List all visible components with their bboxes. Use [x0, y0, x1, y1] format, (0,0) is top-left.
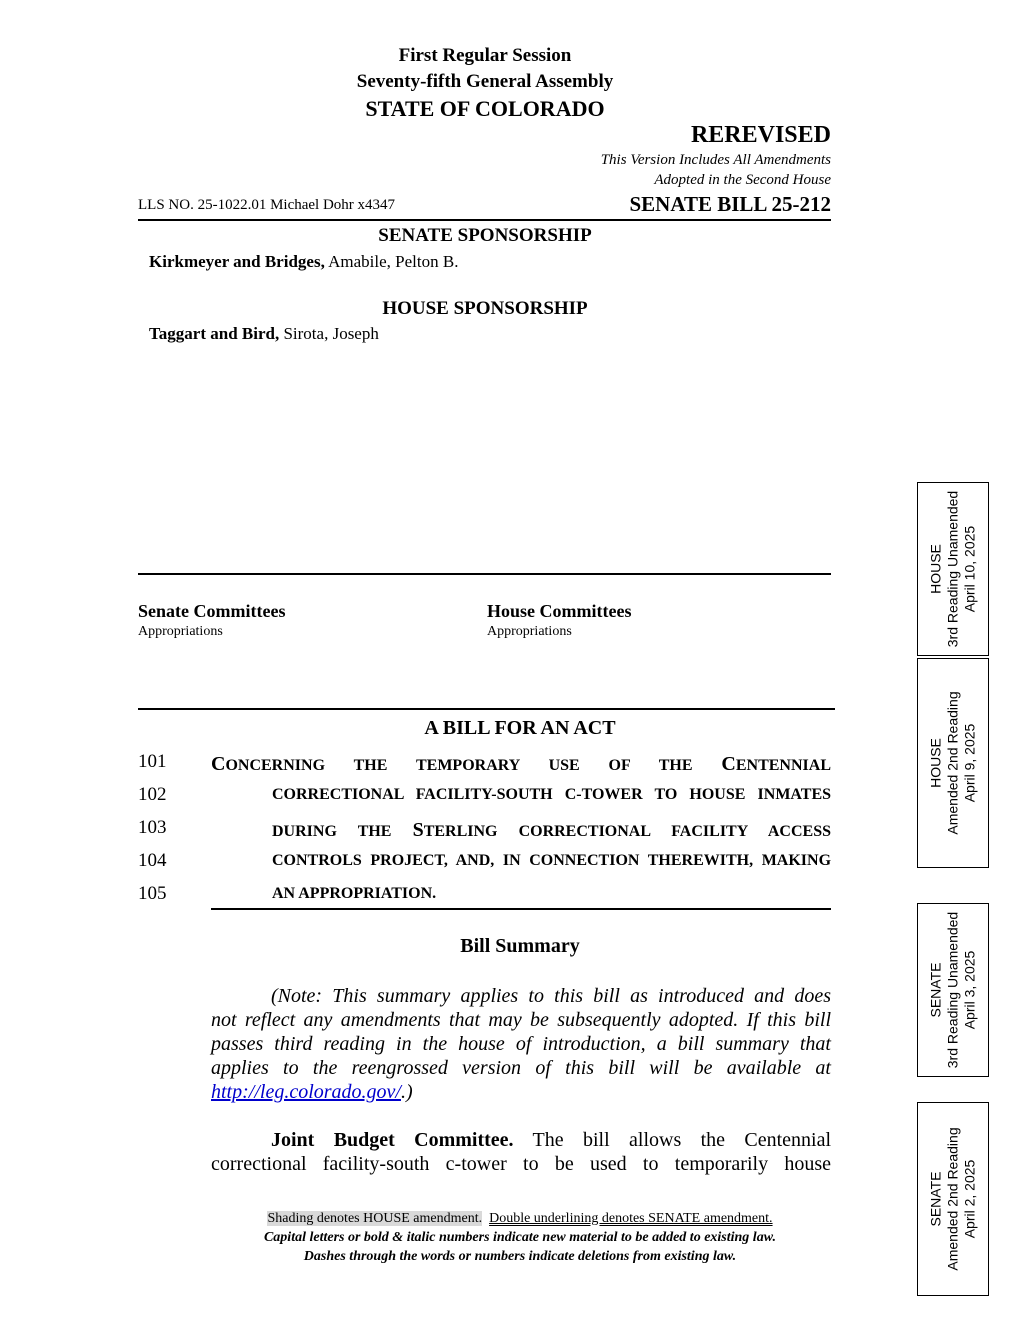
- summary-body: [211, 1128, 831, 1176]
- bill-word: TO: [654, 786, 678, 803]
- senate-sponsors: [149, 252, 458, 272]
- bill-word: CENTENNIAL: [721, 753, 831, 775]
- stamp-senate-2nd-reading: [917, 1102, 989, 1296]
- summary-note-line: applies to the reengrossed version of this bill will be available at: [211, 1057, 831, 1079]
- stamp-action: 3rd Reading Unamended: [944, 911, 961, 1069]
- bill-title: A BILL FOR AN ACT: [424, 717, 616, 739]
- stamp-chamber: HOUSE: [927, 544, 944, 594]
- bill-bottom-rule: [211, 908, 831, 910]
- committees-top-rule: [138, 573, 831, 575]
- bill-word-initial: C: [721, 753, 736, 775]
- stamp-action: 3rd Reading Unamended: [944, 490, 961, 648]
- legend-double-underline: Double underlining denotes SENATE amendment.: [489, 1211, 773, 1226]
- bill-word: PROJECT,: [370, 852, 448, 869]
- bill-word-initial: S: [412, 819, 424, 841]
- legend-line-1: [0, 1211, 1024, 1227]
- bill-word: AND,: [455, 852, 495, 869]
- senate-committee-item: Appropriations: [138, 624, 223, 639]
- legend-line-2: Capital letters or bold & italic numbers indicate new material to be added to existing law.: [263, 1230, 777, 1245]
- jbc-label: Joint Budget Committee.: [271, 1129, 514, 1151]
- stamp-senate-3rd-reading: [917, 903, 989, 1077]
- bill-title-line: [272, 852, 831, 870]
- version-note-1: This Version Includes All Amendments: [600, 152, 831, 168]
- stamp-chamber: SENATE: [927, 1171, 944, 1227]
- stamp-chamber: HOUSE: [927, 738, 944, 788]
- stamp-action: Amended 2nd Reading: [944, 691, 961, 835]
- bill-word: DURING: [272, 823, 337, 840]
- house-sponsorship-title: HOUSE SPONSORSHIP: [382, 298, 588, 319]
- senate-sponsorship-title: SENATE SPONSORSHIP: [378, 225, 592, 246]
- summary-note-line: (Note: This summary applies to this bill as introduced and does: [271, 985, 831, 1007]
- bill-word: APPROPRIATION.: [298, 885, 437, 902]
- bill-title-line: [272, 819, 831, 842]
- stamp-house-3rd-reading: [917, 482, 989, 656]
- house-committee-item: Appropriations: [487, 624, 572, 639]
- senate-co-sponsors: Amabile, Pelton B.: [324, 252, 459, 271]
- stamp-text: [928, 691, 979, 834]
- summary-note-tail: .): [400, 1081, 413, 1103]
- stamp-house-2nd-reading: [917, 658, 989, 868]
- bill-word: CONNECTION: [529, 852, 640, 869]
- version-label: REREVISED: [690, 122, 831, 148]
- stamp-text: [928, 912, 979, 1068]
- header-rule: [138, 219, 831, 221]
- bill-word: THE: [658, 757, 693, 774]
- bill-word-initial: C: [211, 753, 226, 775]
- senate-prime-sponsors: Kirkmeyer and Bridges,: [149, 252, 325, 271]
- legend-shading: Shading denotes HOUSE amendment.: [267, 1211, 483, 1226]
- bill-word: FACILITY-SOUTH: [415, 786, 553, 803]
- bill-word: TEMPORARY: [415, 757, 520, 774]
- bill-title-line: [211, 753, 831, 776]
- state-label: STATE OF COLORADO: [365, 96, 605, 121]
- bill-word: CONTROLS: [272, 852, 362, 869]
- bill-top-rule: [138, 708, 835, 710]
- stamp-action: Amended 2nd Reading: [944, 1127, 961, 1271]
- bill-word: THE: [357, 823, 392, 840]
- summary-note-last-line: [211, 1080, 831, 1104]
- bill-word: THE: [353, 757, 388, 774]
- house-co-sponsors: Sirota, Joseph: [279, 324, 379, 343]
- stamp-text: [928, 491, 979, 647]
- stamp-date: April 3, 2025: [961, 950, 978, 1030]
- legislature-link[interactable]: http://leg.colorado.gov/: [211, 1081, 401, 1103]
- summary-note-line: not reflect any amendments that may be subsequently adopted. If this bill: [211, 1009, 831, 1031]
- summary-note-line: passes third reading in the house of introduction, a bill summary that: [211, 1033, 831, 1055]
- house-sponsors: [149, 324, 379, 344]
- stamp-text: [928, 1127, 979, 1270]
- bill-title-line: [272, 885, 436, 903]
- bill-word: FACILITY: [671, 823, 748, 840]
- senate-committees-title: Senate Committees: [138, 601, 286, 621]
- line-number: 104: [138, 850, 167, 871]
- bill-word: CORRECTIONAL: [518, 823, 651, 840]
- bill-word: MAKING: [761, 852, 832, 869]
- lls-number: LLS NO. 25-1022.01 Michael Dohr x4347: [138, 197, 396, 213]
- bill-word: AN: [272, 885, 296, 902]
- bill-title-line: [272, 786, 831, 804]
- summary-body-line: [211, 1128, 831, 1152]
- bill-word: THEREWITH,: [647, 852, 754, 869]
- bill-word: CONCERNING: [211, 753, 326, 775]
- bill-word: C-TOWER: [564, 786, 643, 803]
- bill-word: HOUSE: [689, 786, 746, 803]
- bill-word: INMATES: [757, 786, 832, 803]
- assembly-label: Seventy-fifth General Assembly: [356, 71, 614, 92]
- summary-body-line: correctional facility-south c-tower to be used to temporarily house: [211, 1153, 831, 1175]
- house-committees-title: House Committees: [487, 601, 632, 621]
- bill-word: OF: [608, 757, 631, 774]
- bill-word: ACCESS: [767, 823, 832, 840]
- bill-word: USE: [548, 757, 580, 774]
- line-number: 101: [138, 751, 167, 772]
- line-number: 105: [138, 883, 167, 904]
- summary-note: [211, 984, 831, 1104]
- stamp-date: April 2, 2025: [961, 1159, 978, 1239]
- legend-line-3: Dashes through the words or numbers indicate deletions from existing law.: [303, 1249, 737, 1264]
- bill-word: STERLING: [412, 819, 498, 841]
- house-prime-sponsors: Taggart and Bird,: [149, 324, 280, 343]
- summary-title: Bill Summary: [460, 935, 580, 957]
- stamp-date: April 9, 2025: [961, 723, 978, 803]
- version-note-2: Adopted in the Second House: [654, 172, 831, 188]
- bill-word: IN: [502, 852, 521, 869]
- session-label: First Regular Session: [398, 45, 572, 66]
- line-number: 103: [138, 817, 167, 838]
- stamp-date: April 10, 2025: [961, 525, 978, 613]
- line-number: 102: [138, 784, 167, 805]
- summary-body-text: The bill allows the Centennial: [513, 1129, 831, 1151]
- bill-word: CORRECTIONAL: [272, 786, 404, 803]
- bill-number: SENATE BILL 25-212: [629, 192, 831, 216]
- stamp-chamber: SENATE: [927, 962, 944, 1018]
